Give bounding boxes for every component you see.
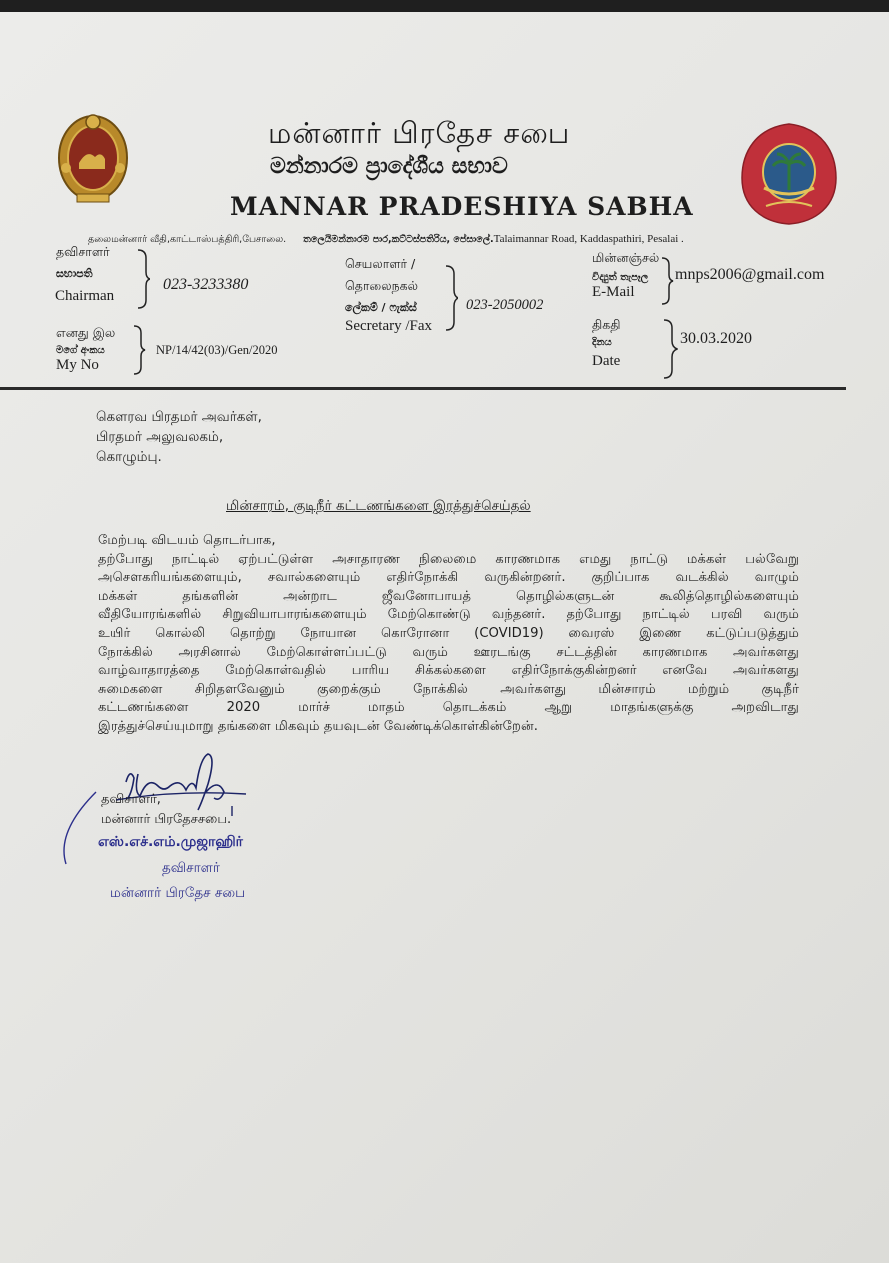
- email-label-sinhala: විද්‍යුත් තැපෑල: [592, 272, 649, 283]
- signature-organization: மன்னார் பிரதேசசபை.: [101, 812, 232, 827]
- title-english: MANNAR PRADESHIYA SABHA: [230, 192, 694, 221]
- stamp-title: தவிசாளர்: [162, 860, 220, 876]
- signature-designation: தவிசாளர்,: [101, 792, 161, 807]
- national-emblem-icon: [52, 108, 134, 210]
- addressee-line: கொழும்பு.: [96, 449, 162, 465]
- subject-heading: மின்சாரம், குடிநீர் கட்டணங்களை இரத்துச்செய்தல்: [226, 498, 531, 514]
- letter-page: [0, 12, 889, 1263]
- my-no-label-tamil: எனது இல: [56, 325, 116, 340]
- chairman-phone: 023-3233380: [163, 276, 249, 293]
- secretary-label-english: Secretary /Fax: [345, 318, 433, 334]
- body-line: சுமைகளை சிறிதளவேனும் குறைக்கும் நோக்கில் அவர்களது மின்சாரம் மற்றும் குடிநீர்: [98, 681, 799, 697]
- sabha-emblem-icon: [740, 122, 838, 226]
- date-brace-icon: [662, 318, 678, 380]
- email-label-tamil: மின்னஞ்சல்: [592, 250, 660, 265]
- email-address: mnps2006@gmail.com: [675, 266, 825, 283]
- body-line: தற்போது நாட்டில் ஏற்பட்டுள்ள அசாதாரண நிலைமை காரணமாக எமது நாட்டு மக்கள் பல்வேறு: [98, 551, 799, 567]
- date-value: 30.03.2020: [680, 330, 752, 347]
- date-label-english: Date: [592, 353, 621, 369]
- chairman-brace-icon: [136, 248, 150, 310]
- secretary-label-tamil-2: தொலைநகல்: [345, 278, 418, 293]
- stamp-organization: மன்னார் பிரதேச சபை: [110, 885, 246, 901]
- chairman-label-tamil: தவிசாளர்: [56, 244, 110, 259]
- title-tamil: மன்னார் பிரதேச சபை: [268, 116, 571, 150]
- address-english: Talaimannar Road, Kaddaspathiri, Pesalai .: [493, 233, 684, 245]
- secretary-brace-icon: [444, 264, 458, 332]
- date-label-sinhala: දිනය: [592, 337, 612, 348]
- chairman-label-english: Chairman: [55, 288, 115, 304]
- my-no-label-sinhala: මගේ අංකය: [56, 345, 105, 356]
- secretary-label-tamil-1: செயலாளர் /: [345, 256, 416, 271]
- body-line: உயிர் கொல்லி தொற்று நோயான கொரோனா (COVID19) வைரஸ் இணை கட்டுப்படுத்தும்: [98, 625, 799, 641]
- chairman-label-sinhala: සභාපති: [56, 267, 93, 280]
- addressee-block: [96, 407, 262, 467]
- secretary-fax-number: 023-2050002: [466, 297, 544, 313]
- body-line: மேற்படி விடயம் தொடர்பாக,: [98, 533, 276, 548]
- address-line: [88, 233, 684, 246]
- header-divider: [0, 387, 846, 390]
- body-line: இரத்துச்செய்யுமாறு தங்களை மிகவும் தயவுடன் வேண்டிக்கொள்கின்றேன்.: [98, 718, 538, 734]
- addressee-line: பிரதமர் அலுவலகம்,: [96, 429, 224, 445]
- body-line: கட்டணங்களை 2020 மார்ச் மாதம் தொடக்கம் ஆறு மாதங்களுக்கு அறவிடாது: [98, 700, 799, 716]
- body-line: வாழ்வாதாரத்தை மேற்கொள்வதில் பாரிய சிக்கல்களை எதிர்நோக்குகின்றனர் எனவே அவர்களது: [98, 663, 799, 679]
- my-no-brace-icon: [132, 324, 146, 378]
- body-line: மக்கள் தங்களின் அன்றாட ஜீவனோபாயத் தொழில்களுடன் கூலித்தொழில்களையும்: [98, 588, 799, 604]
- address-sinhala: තලෙයිමන්නාරම පාර,කට්ටස්පතිරිය, පේසාලේ.: [303, 234, 494, 245]
- email-brace-icon: [660, 256, 674, 308]
- body-line: நோக்கில் அரசினால் மேற்கொள்ளப்பட்டு வரும் ஊரடங்கு சட்டத்தின் காரணமாக அவர்களது: [98, 644, 799, 660]
- addressee-line: கௌரவ பிரதமர் அவர்கள்,: [96, 409, 262, 425]
- letter-body: [98, 532, 799, 737]
- email-label-english: E-Mail: [592, 284, 635, 300]
- body-line: அசௌகரியங்களையும், சவால்களையும் எதிர்நோக்கி வருகின்றனர். குறிப்பாக வடக்கில் வாழும்: [98, 570, 799, 586]
- secretary-label-sinhala: ලේකම් / ෆැක්ස්: [345, 301, 417, 314]
- my-no-label-english: My No: [56, 357, 99, 373]
- title-sinhala: මන්නාරම ප්‍රාදේශීය සභාව: [270, 154, 508, 179]
- my-no-value: NP/14/42(03)/Gen/2020: [156, 343, 278, 357]
- address-tamil: தலைமன்னார் வீதி,காட்டாஸ்பத்திரி,பேசாலை.: [88, 234, 287, 245]
- stamp-name: எஸ்.எச்.எம்.முஜாஹிர்: [98, 834, 243, 850]
- date-label-tamil: திகதி: [592, 317, 621, 332]
- body-line: வீதியோரங்களில் சிறுவியாபாரங்களையும் மேற்கொண்டு வந்தனர். தற்போது நாட்டில் பரவி வரும்: [98, 607, 799, 623]
